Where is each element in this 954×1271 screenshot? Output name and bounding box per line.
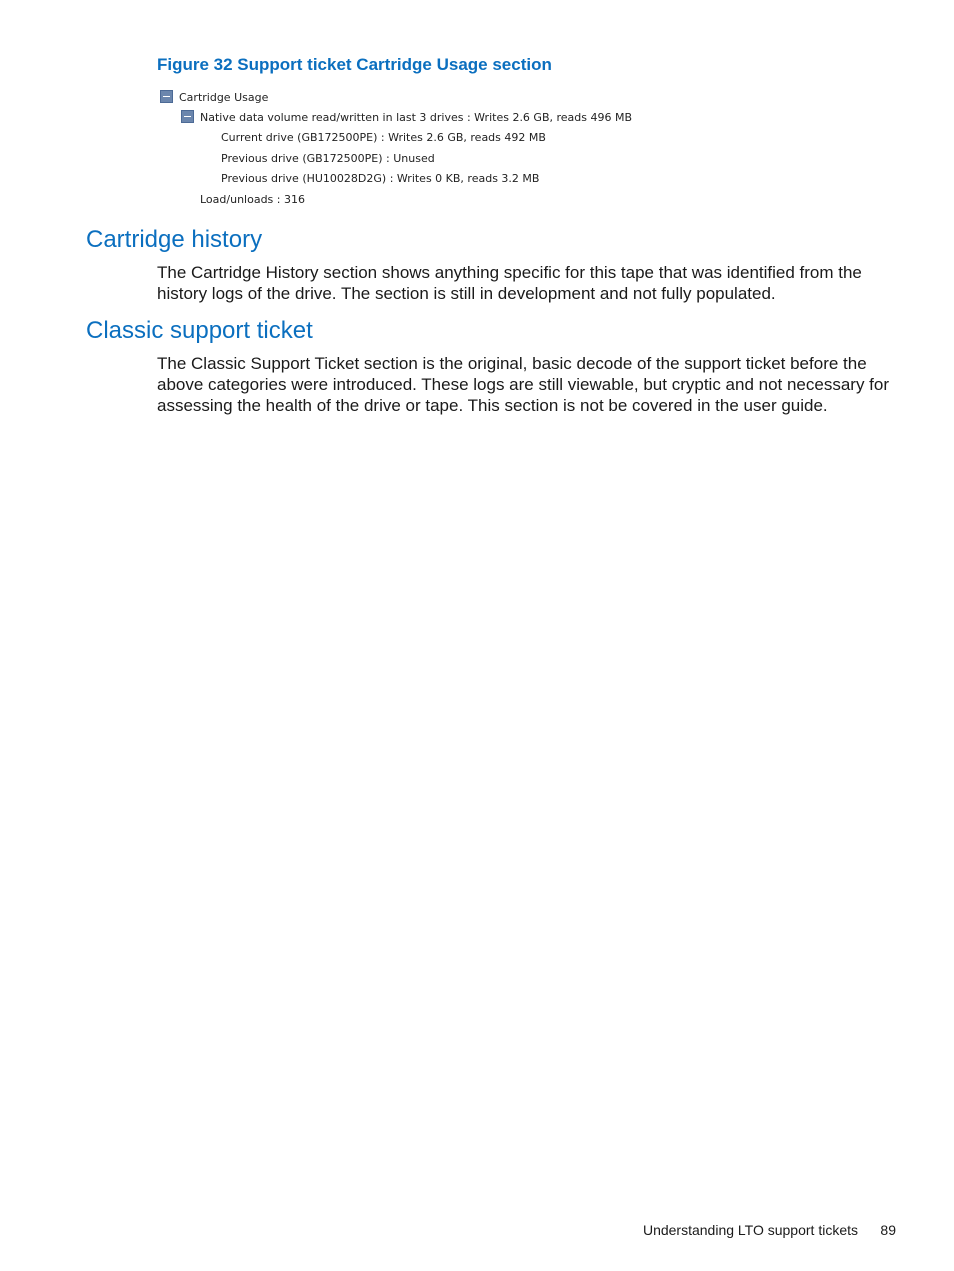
tree-leaf-load-unloads: Load/unloads : 316 <box>200 193 305 206</box>
section-body-classic-support-ticket: The Classic Support Ticket section is the original, basic decode of the support ticket before the above categories were introduced. These logs are still viewable, but cryptic and not necessary for assessing the health of the drive or tape. This section is not be covered in the user guide. <box>157 354 890 415</box>
tree-leaf-previous-drive: Previous drive (GB172500PE) : Unused <box>221 152 435 165</box>
section-body-cartridge-history: The Cartridge History section shows anything specific for this tape that was identified from the history logs of the drive. The section is still in development and not fully populated. <box>157 263 862 303</box>
tree-leaf-current-drive: Current drive (GB172500PE) : Writes 2.6 GB, reads 492 MB <box>221 131 546 144</box>
page-number: 89 <box>880 1222 896 1238</box>
section-heading-classic-support-ticket: Classic support ticket <box>86 317 313 344</box>
tree-node-label: Native data volume read/written in last 3 drives : Writes 2.6 GB, reads 496 MB <box>200 111 633 124</box>
collapse-icon[interactable] <box>160 90 173 103</box>
figure-caption: Figure 32 Support ticket Cartridge Usage section <box>157 55 552 74</box>
tree-node-native-data-volume[interactable] <box>181 110 632 126</box>
collapse-icon[interactable] <box>181 110 194 123</box>
tree-node-label: Cartridge Usage <box>179 91 269 104</box>
footer-title: Understanding LTO support tickets <box>642 1222 858 1238</box>
section-heading-cartridge-history: Cartridge history <box>86 226 263 253</box>
tree-node-cartridge-usage[interactable] <box>160 90 268 106</box>
tree-leaf-previous-drive: Previous drive (HU10028D2G) : Writes 0 KB, reads 3.2 MB <box>221 172 540 185</box>
